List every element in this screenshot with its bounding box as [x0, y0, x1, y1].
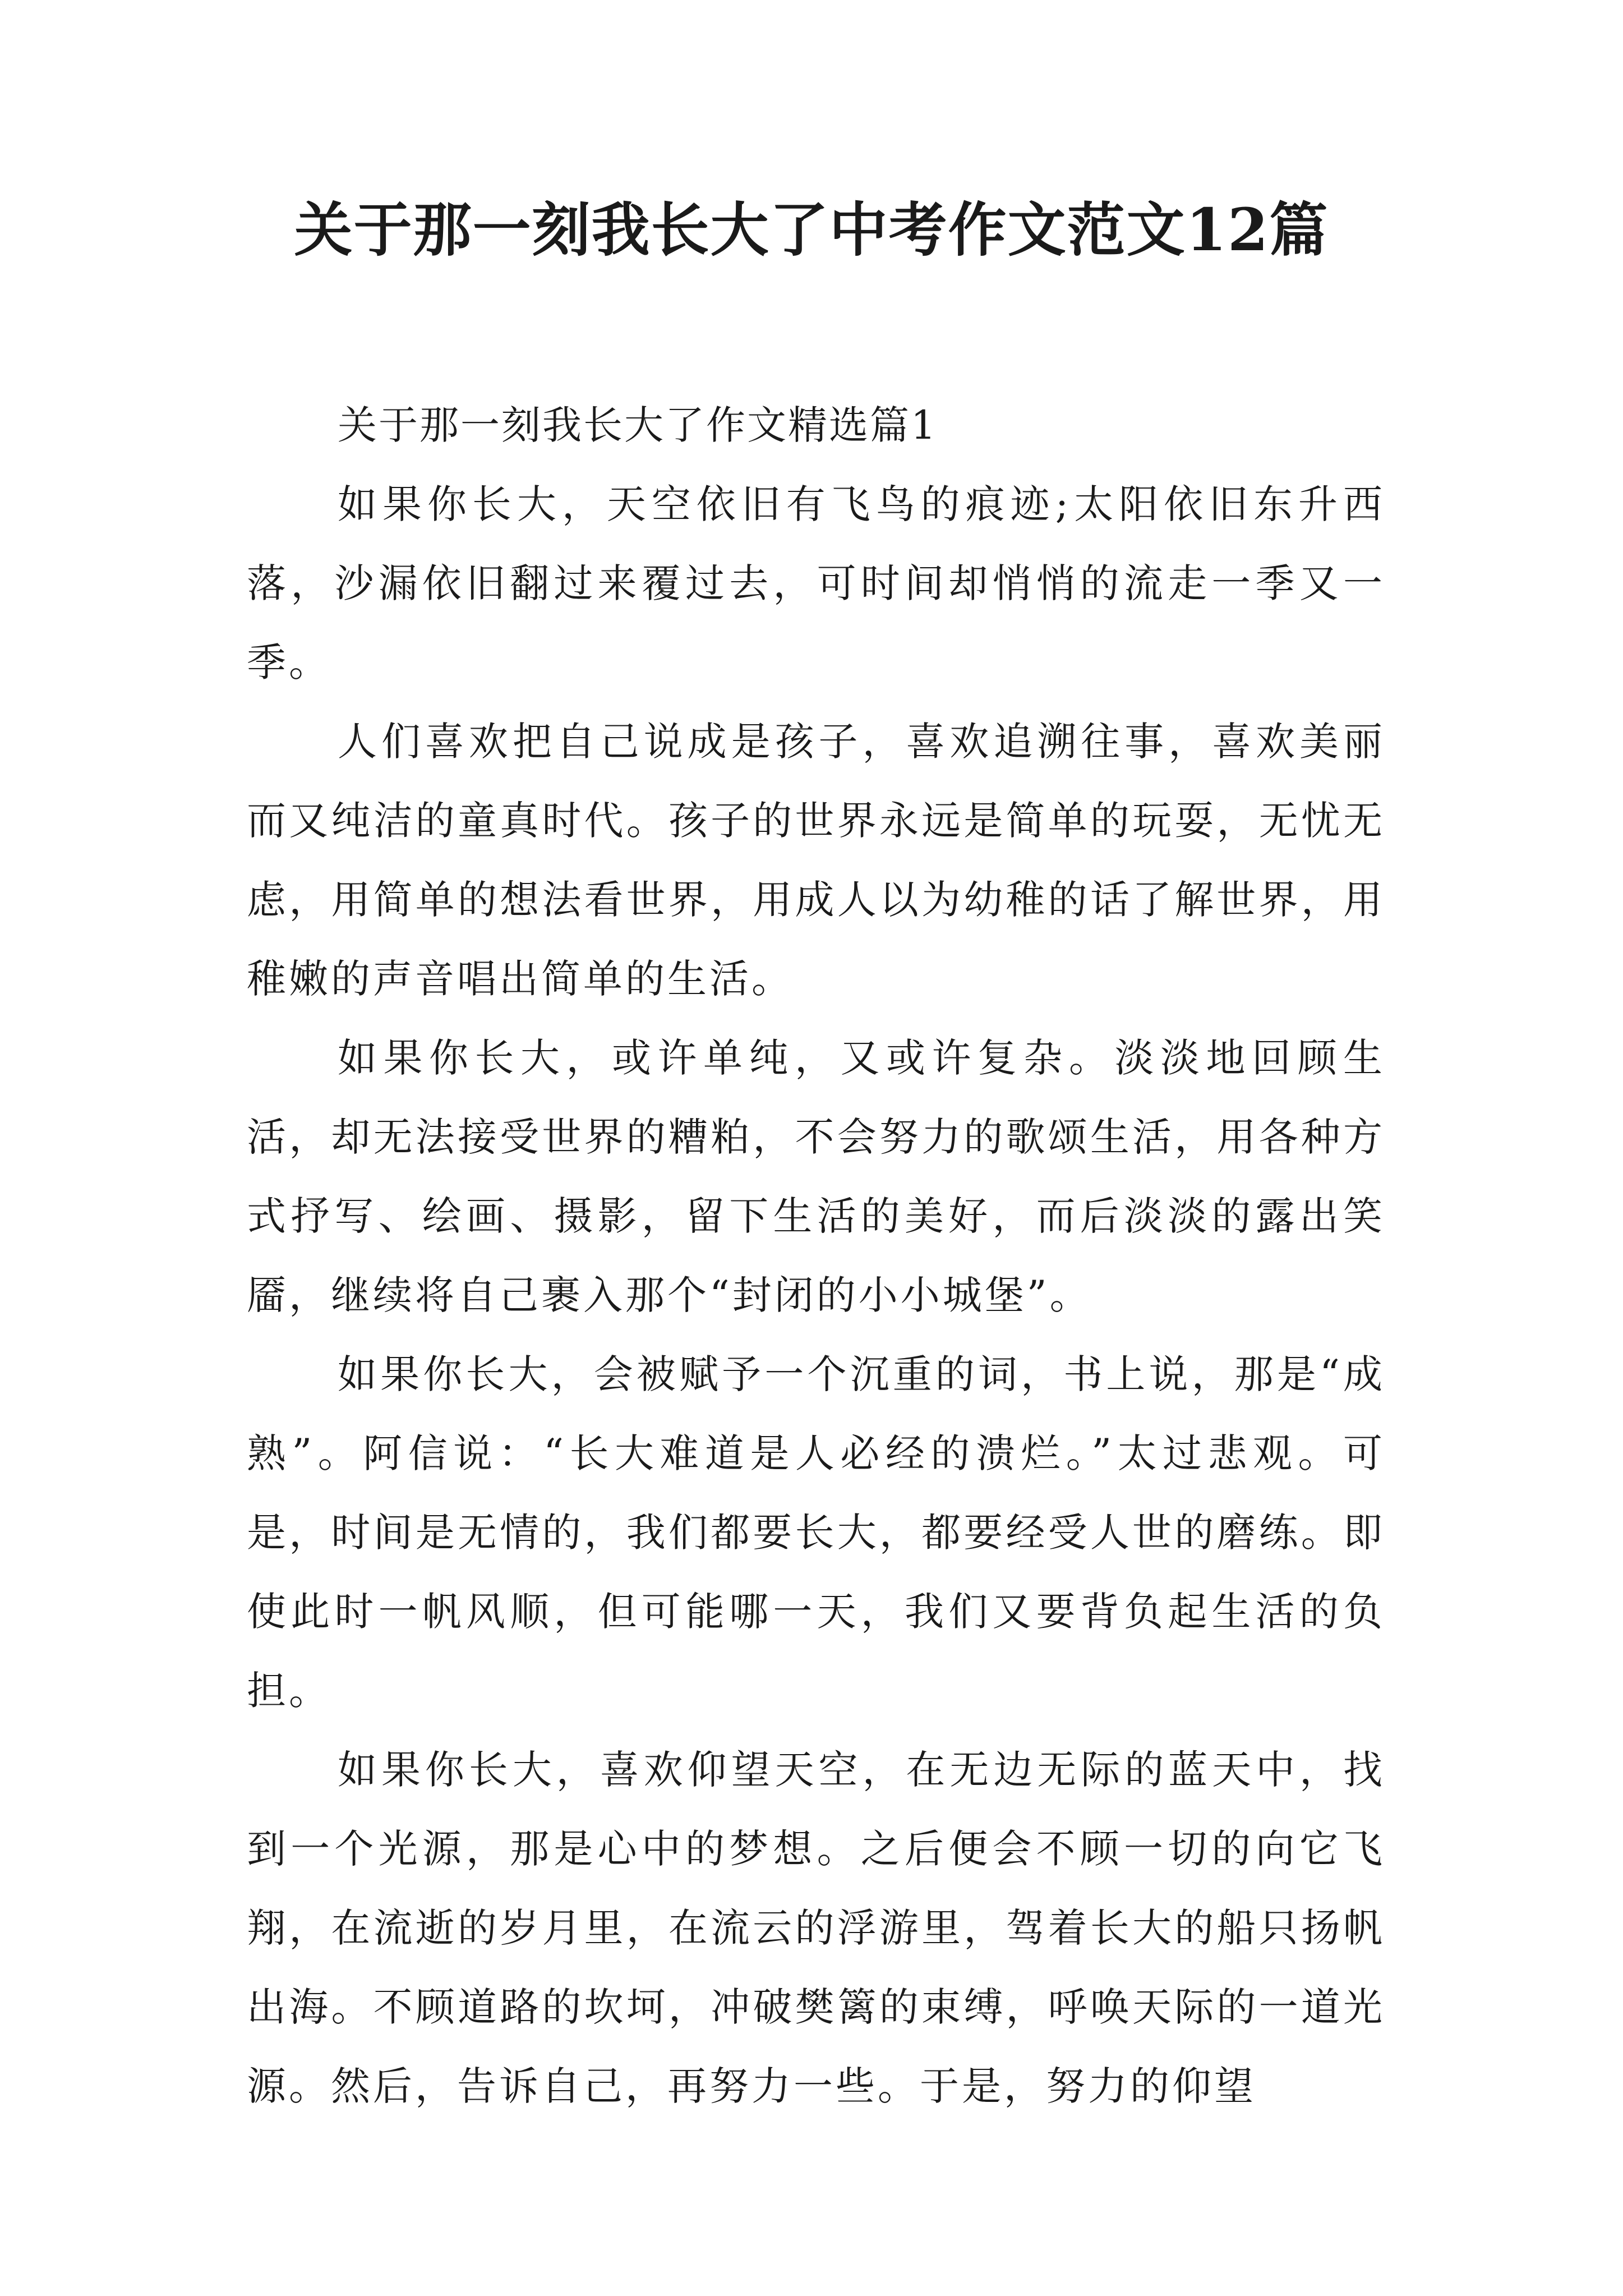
section-heading: 关于那一刻我长大了作文精选篇1 [338, 402, 938, 448]
paragraph: 人们喜欢把自己说成是孩子，喜欢追溯往事，喜欢美丽而又纯洁的童真时代。孩子的世界永远是简单的玩耍，无忧无虑，用简单的想法看世界，用成人以为幼稚的话了解世界，用稚嫩的声音唱出简单的生活。 [247, 719, 1385, 1002]
paragraph: 如果你长大，喜欢仰望天空，在无边无际的蓝天中，找到一个光源，那是心中的梦想。之后便会不顾一切的向它飞翔，在流逝的岁月里，在流云的浮游里，驾着长大的船只扬帆出海。不顾道路的坎坷，冲破樊篱的束缚，呼唤天际的一道光源。然后，告诉自己，再努力一些。于是，努力的仰望 [247, 1747, 1385, 2109]
document-body [247, 386, 1385, 2126]
paragraph: 如果你长大，会被赋予一个沉重的词，书上说，那是“成熟”。阿信说：“长大难道是人必经的溃烂。”太过悲观。可是，时间是无情的，我们都要长大，都要经受人世的磨练。即使此时一帆风顺，但可能哪一天，我们又要背负起生活的负担。 [247, 1351, 1385, 1714]
paragraph: 如果你长大，天空依旧有飞鸟的痕迹;太阳依旧东升西落，沙漏依旧翻过来覆过去，可时间却悄悄的流走一季又一季。 [247, 481, 1385, 685]
document-title: 关于那一刻我长大了中考作文范文12篇 [294, 195, 1329, 264]
paragraph: 如果你长大，或许单纯，又或许复杂。淡淡地回顾生活，却无法接受世界的糟粕，不会努力的歌颂生活，用各种方式抒写、绘画、摄影，留下生活的美好，而后淡淡的露出笑靥，继续将自己裹入那个“封闭的小小城堡”。 [247, 1035, 1385, 1318]
